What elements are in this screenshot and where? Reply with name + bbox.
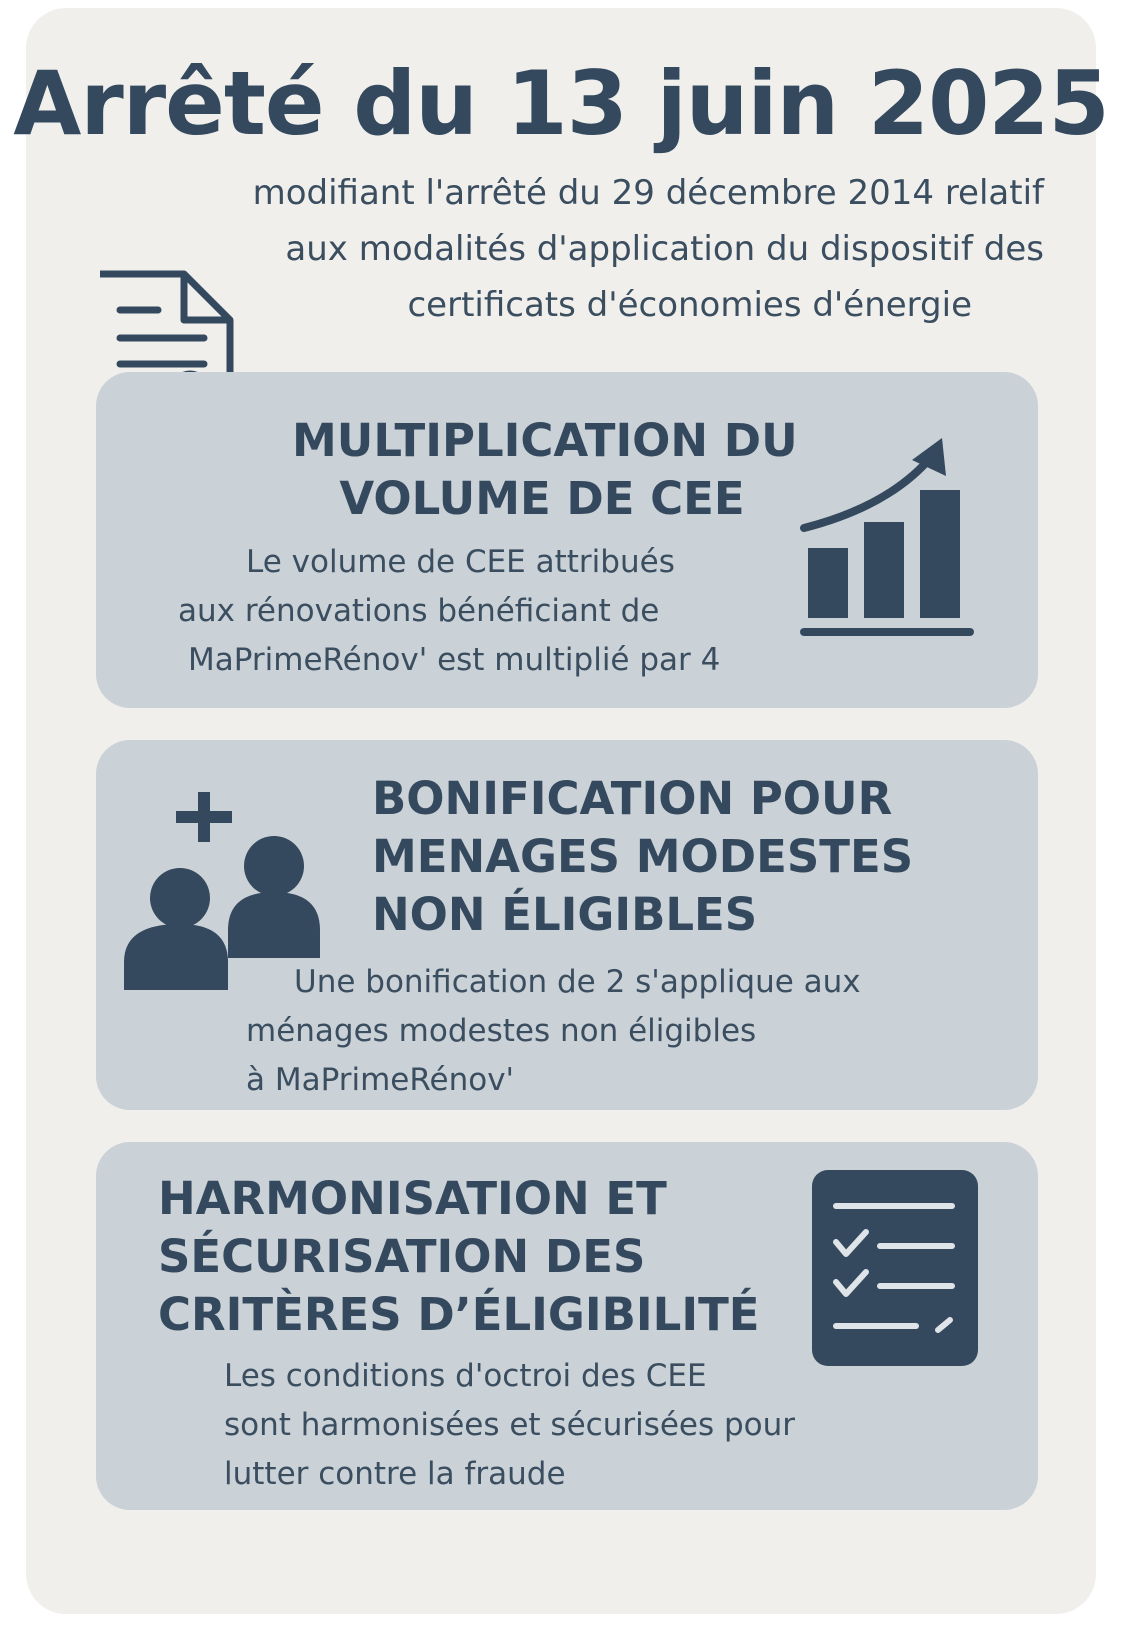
body-line: Les conditions d'octroi des CEE xyxy=(224,1358,707,1394)
subtitle-line: modifiant l'arrêté du 29 décembre 2014 relatif xyxy=(252,173,1044,213)
section-heading xyxy=(372,770,913,944)
heading-line: MENAGES MODESTES xyxy=(372,830,914,883)
subtitle-line: certificats d'économies d'énergie xyxy=(407,285,972,325)
body-line: sont harmonisées et sécurisées pour xyxy=(224,1407,796,1443)
heading-line: HARMONISATION ET xyxy=(158,1172,667,1225)
body-line: aux rénovations bénéficiant de xyxy=(178,593,660,629)
heading-line: VOLUME DE CEE xyxy=(339,472,745,525)
body-line: Le volume de CEE attribués xyxy=(246,544,675,580)
section-body xyxy=(178,538,778,685)
heading-line: NON ÉLIGIBLES xyxy=(372,888,758,941)
body-line: ménages modestes non éligibles xyxy=(246,1013,757,1049)
section-volume-cee xyxy=(96,372,1038,708)
heading-line: MULTIPLICATION DU xyxy=(292,414,798,467)
subtitle-line: aux modalités d'application du dispositif des xyxy=(285,229,1044,269)
section-body xyxy=(224,1352,795,1499)
heading-line: CRITÈRES D’ÉLIGIBILITÉ xyxy=(158,1288,760,1341)
growth-bar-chart-icon xyxy=(800,436,976,646)
body-line: à MaPrimeRénov' xyxy=(246,1062,515,1098)
page-title: Arrêté du 13 juin 2025 xyxy=(13,52,1109,155)
section-harmonisation xyxy=(96,1142,1038,1510)
checklist-icon xyxy=(812,1170,978,1366)
heading-line: SÉCURISATION DES xyxy=(158,1230,646,1283)
page-subtitle xyxy=(144,165,1044,333)
section-body xyxy=(246,958,861,1105)
heading-line: BONIFICATION POUR xyxy=(372,772,893,825)
section-bonification xyxy=(96,740,1038,1110)
section-heading xyxy=(292,412,798,528)
section-heading xyxy=(158,1170,760,1344)
body-line: Une bonification de 2 s'applique aux xyxy=(294,964,861,1000)
body-line: MaPrimeRénov' est multiplié par 4 xyxy=(188,642,721,678)
body-line: lutter contre la fraude xyxy=(224,1456,566,1492)
